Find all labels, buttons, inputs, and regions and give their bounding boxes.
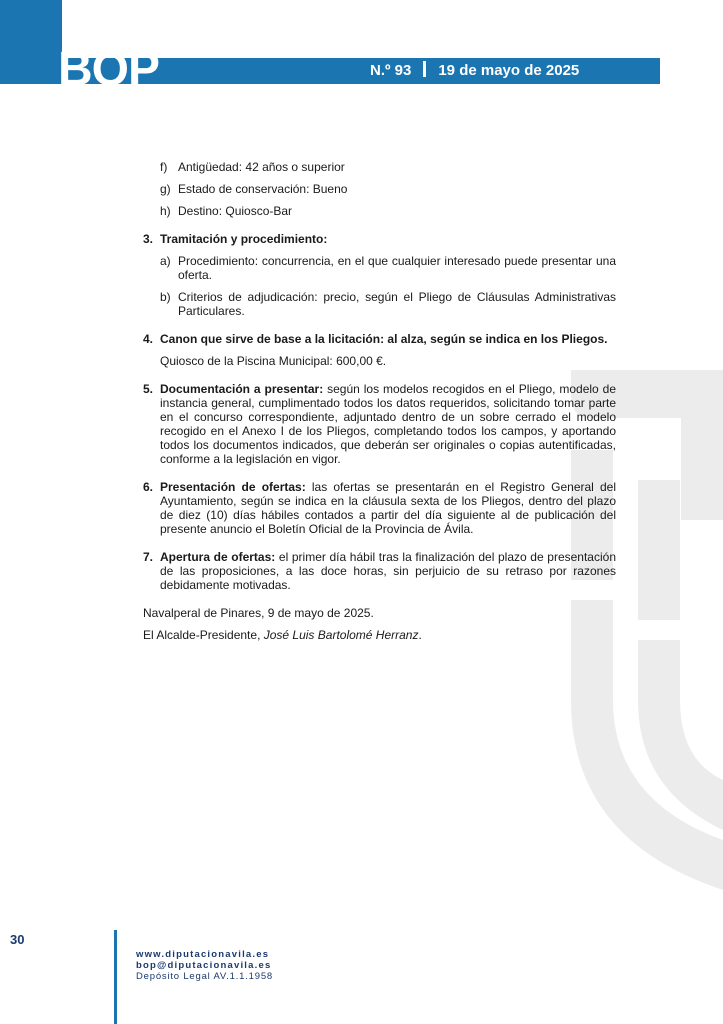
signature-name: José Luis Bartolomé Herranz [263, 628, 419, 642]
section-5-title: Documentación a presentar: [160, 382, 324, 396]
section-6-text: las ofertas se presentarán en el Registro General del Ayuntamiento, según se indica en la cláusula sexta de los Pliegos, dentro del plazo de diez (10) días hábiles contados a partir del día siguiente al de publicación del presente anuncio el Boletín Oficial de la Provincia de Ávila. [160, 480, 617, 536]
footer-website-link[interactable]: www.diputacionavila.es [136, 949, 270, 960]
issue-separator [423, 61, 426, 77]
section-6: 6. Presentación de ofertas: las ofertas se presentarán en el Registro General del Ayuntamiento, según se indica en la cláusula sexta de los Pliegos, dentro del plazo de diez (10) días hábiles contados a partir del día siguiente al de publicación del presente anuncio el Boletín Oficial de la Provincia de Ávila. [143, 480, 617, 536]
footer-legal-deposit: Depósito Legal AV.1.1.1958 [136, 971, 274, 982]
section-3-heading: 3. Tramitación y procedimiento: [143, 232, 328, 246]
section-4-detail: Quiosco de la Piscina Municipal: 600,00 €. [160, 354, 387, 368]
footer-email-link[interactable]: bop@diputacionavila.es [136, 960, 272, 971]
signature-place-date: Navalperal de Pinares, 9 de mayo de 2025. [143, 606, 374, 620]
header-blue-block [0, 0, 62, 58]
list-item: g) Estado de conservación: Bueno [160, 182, 348, 196]
list-item: a) Procedimiento: concurrencia, en el que cualquier interesado puede presentar una oferta. [160, 254, 616, 282]
section-5-text: según los modelos recogidos en el Pliego, modelo de instancia general, cumplimentado todos los datos requeridos, solicitando tomar parte en el concurso correspondiente, adjuntado dentro de un sobre cerrado el modelo recogido en el Anexo I de los Pliegos, completando todos los campos, y aportando todos los documentos indicados, que deberán ser originales o copias autentificadas, conforme a la legislación en vigor. [160, 382, 616, 466]
footer-divider [114, 930, 117, 1024]
signature-role: El Alcalde-Presidente, [143, 628, 264, 642]
section-6-title: Presentación de ofertas: [160, 480, 306, 494]
list-item: h) Destino: Quiosco-Bar [160, 204, 293, 218]
issue-info [370, 58, 579, 84]
section-5: 5. Documentación a presentar: según los modelos recogidos en el Pliego, modelo de instancia general, cumplimentado todos los datos requeridos, solicitando tomar parte en el concurso correspondiente, adjuntado dentro de un sobre cerrado el modelo recogido en el Anexo I de los Pliegos, completando todos los campos, y aportando todos los documentos indicados, que deberán ser originales o copias autentificadas, conforme a la legislación en vigor. [143, 382, 616, 466]
issue-number: N.º 93 [370, 62, 412, 79]
document-body [143, 160, 616, 650]
section-4-heading: 4. Canon que sirve de base a la licitación: al alza, según se indica en los Pliegos. [143, 332, 608, 346]
section-7-text: el primer día hábil tras la finalización del plazo de presentación de las proposiciones, a las doce horas, sin perjuicio de su retraso por razones debidamente motivadas. [160, 550, 616, 592]
list-item: b) Criterios de adjudicación: precio, según el Pliego de Cláusulas Administrativas Particulares. [160, 290, 616, 318]
issue-date: 19 de mayo de 2025 [438, 62, 580, 79]
list-item: f) Antigüedad: 42 años o superior [160, 160, 345, 174]
footer-contact [136, 949, 273, 982]
signature-end: . [418, 628, 422, 642]
section-7-title: Apertura de ofertas: [160, 550, 276, 564]
bop-logo: BOP [58, 46, 160, 84]
page-number: 30 [10, 932, 25, 947]
section-7: 7. Apertura de ofertas: el primer día hábil tras la finalización del plazo de presentación de las proposiciones, a las doce horas, sin perjuicio de su retraso por razones debidamente motivadas. [143, 550, 616, 592]
signature-line [143, 628, 616, 642]
